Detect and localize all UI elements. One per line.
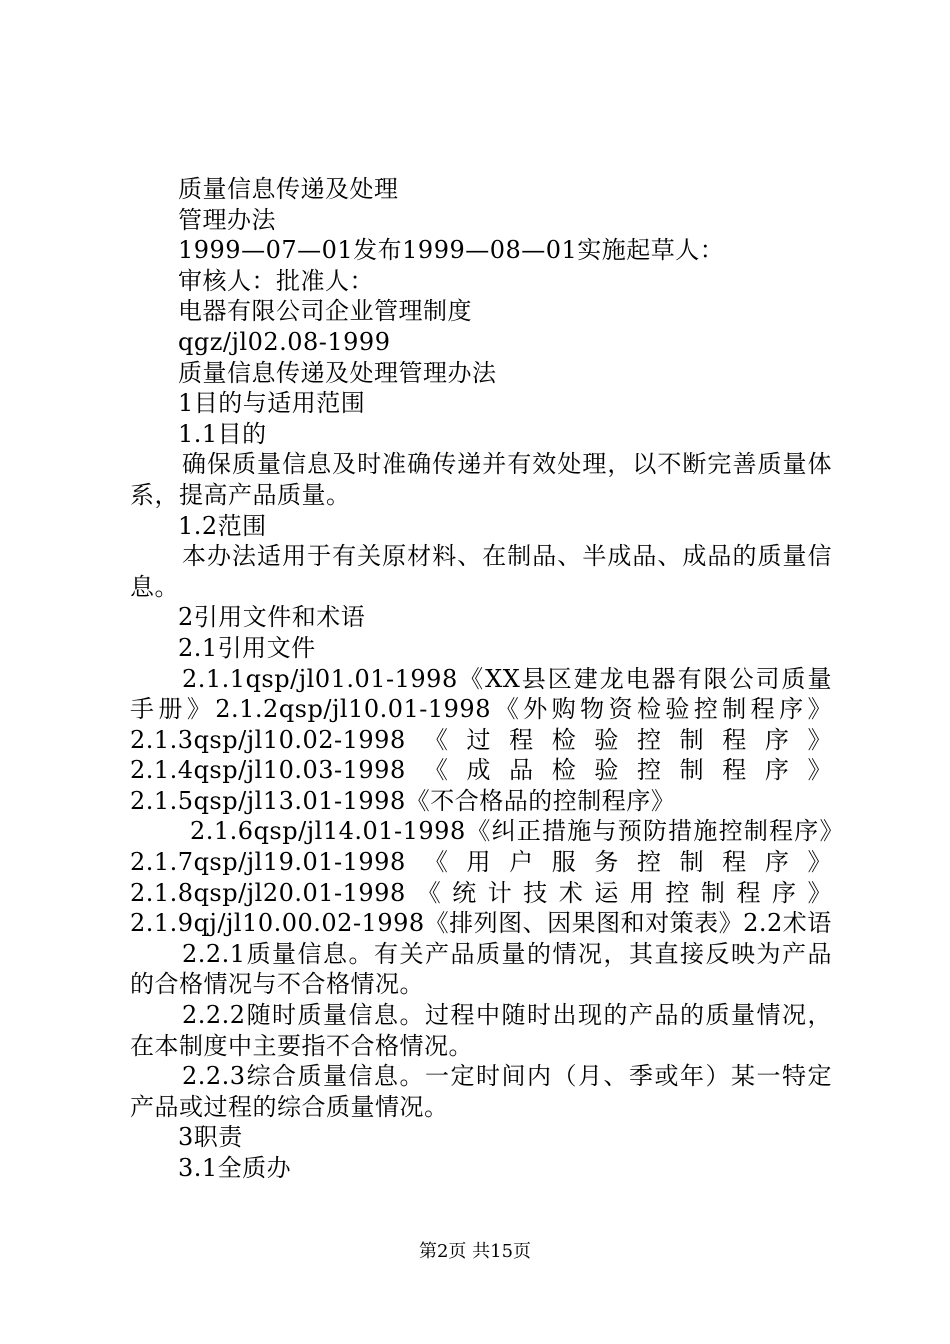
section-2-2-2-paragraph: 2.2.2随时质量信息。过程中随时出现的产品的质量情况，在本制度中主要指不合格情况。 [130,1001,832,1060]
section-3-1-heading: 3.1全质办 [178,1154,292,1182]
doc-title-line-2: 管理办法 [178,205,276,234]
doc-heading: 质量信息传递及处理管理办法 [178,358,497,387]
doc-title-line-1: 质量信息传递及处理 [178,175,399,203]
section-1-2-paragraph: 本办法适用于有关原材料、在制品、半成品、成品的质量信息。 [130,542,832,601]
section-1-1-paragraph: 确保质量信息及时准确传递并有效处理，以不断完善质量体系，提高产品质量。 [130,450,832,509]
section-2-2-1-paragraph: 2.2.1质量信息。有关产品质量的情况，其直接反映为产品的合格情况与不合格情况。 [130,939,832,999]
doc-company-line: 电器有限公司企业管理制度 [178,297,472,326]
section-2-1-heading: 2.1引用文件 [178,633,316,662]
section-1-2-heading: 1.2范围 [178,511,267,540]
section-3-heading: 3职责 [178,1123,243,1152]
section-2-1-references-b: 2.1.6qsp/jl14.01-1998《纠正措施与预防措施控制程序》2.1.7qsp/jl19.01-1998《用户服务控制程序》2.1.8qsp/jl20.01-1998《统计技术运用控制程序》2.1.9qj/jl10.00.02-1998《排列图、因果图和对策表》2.2术语 [130,817,832,938]
doc-code-line: qgz/jl02.08-1999 [178,327,391,356]
document-body [130,174,832,1184]
doc-reviewer-line: 审核人：批准人： [178,266,374,295]
section-2-1-references-a: 2.1.1qsp/jl01.01-1998《XX县区建龙电器有限公司质量手册》2.1.2qsp/jl10.01-1998《外购物资检验控制程序》2.1.3qsp/jl10.02-1998《过程检验控制程序》2.1.4qsp/jl10.03-1998《成品检验控制程序》2.1.5qsp/jl13.01-1998《不合格品的控制程序》 [130,664,832,815]
section-1-heading: 1目的与适用范围 [178,389,366,418]
section-1-1-heading: 1.1目的 [178,419,267,448]
section-2-heading: 2引用文件和术语 [178,603,366,632]
section-2-2-3-paragraph: 2.2.3综合质量信息。一定时间内（月、季或年）某一特定产品或过程的综合质量情况。 [130,1062,832,1121]
doc-release-line: 1999—07—01发布1999—08—01实施起草人： [178,236,725,265]
page-footer: 第2页 共15页 [418,1241,532,1262]
